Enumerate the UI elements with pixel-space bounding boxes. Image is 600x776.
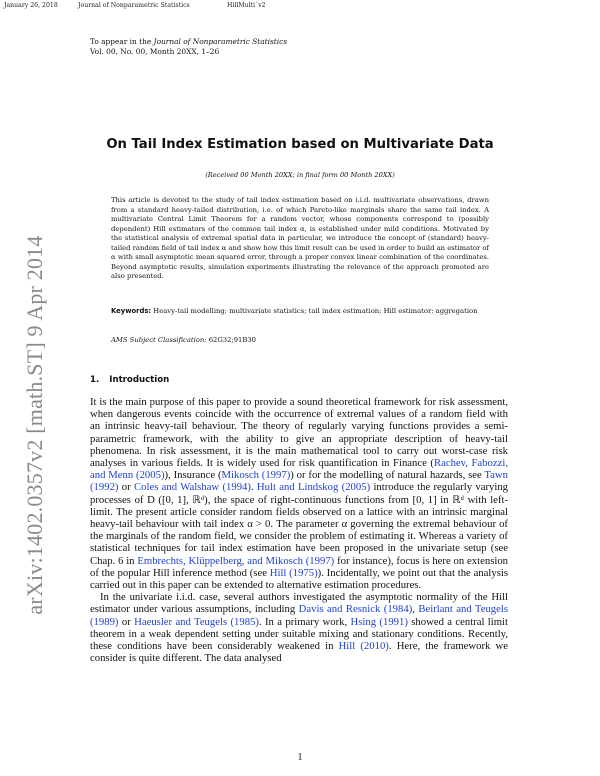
text-run: showed a central limit theorem in a weak dependent setting under suitable mixing and stationary conditions. Recently, these conditions have been considerably weakened in [90, 615, 508, 653]
paragraph [90, 396, 508, 591]
text-run: introduce the regularly varying processes of D ([0, 1], ℝᵈ), the space of right-continuous functions from [0, 1] in ℝᵈ with left-limit. The present article consider random fields observed on a lattice with an intrinsic marginal heavy-tail behaviour with tail index α > 0. The parameter α governing the extremal behaviour of the marginals of the random field, we consider the problem of estimating it. Whereas a variety of statistical techniques for tail index estimation have been proposed in the univariate setup (see Chap. 6 in [90, 481, 509, 567]
text-run: for instance), focus is here on extension of the popular Hill inference method (see [90, 554, 509, 579]
text-run: . Here, the framework we consider is quite different. The data analysed [90, 640, 508, 665]
text-run: It is the main purpose of this paper to provide a sound theoretical framework for risk assessment, when dangerous events coincide with the occurrence of extremal values of a random field with an intrinsic heavy-tail behaviour. The theory of regularly varying functions provides a semi-parametric framework, with the ability to give an appropriate description of heavy-tail phenomena. In risk assessment, it is the main mathematical tool to carry out worst-case risk analyses in various fields. It is widely used for risk quantification in Finance ( [90, 396, 508, 470]
keywords [111, 307, 489, 317]
citation-link[interactable]: Haeusler and Teugels (1985) [134, 615, 259, 628]
paper-title: On Tail Index Estimation based on Multivariate Data [106, 137, 494, 152]
text-run: ). Incidentally, we point out that the analysis carried out in this paper can be extended to alternative estimation procedures. [90, 566, 509, 592]
citation-link[interactable]: Hill (1975) [269, 566, 318, 579]
text-run: . [250, 481, 257, 494]
text-run: or [118, 481, 135, 494]
page-number: 1 [297, 752, 303, 763]
citation-link[interactable]: Tawn (1992) [90, 469, 508, 494]
section-heading [90, 375, 169, 385]
section-number: 1. [90, 375, 100, 385]
text-run: , [412, 603, 419, 616]
section-title: Introduction [109, 375, 170, 385]
citation-link[interactable]: Davis and Resnick (1984) [298, 603, 413, 616]
received-dates: (Received 00 Month 20XX; in final form 00 Month 20XX) [205, 171, 395, 179]
ams-label: AMS Subject Classification [111, 336, 205, 344]
text-run: . In a primary work, [258, 615, 351, 628]
citation-link[interactable]: Beirlant and Teugels (1989) [90, 603, 508, 628]
citation-link[interactable]: Rachev, Fabozzi, and Menn (2005) [90, 457, 508, 482]
text-run: ), Insurance ( [164, 469, 222, 482]
appear-journal: Journal of Nonparametric Statistics [153, 37, 288, 46]
publication-info [90, 37, 287, 57]
text-run: ) or for the modelling of natural hazards, see [290, 469, 485, 482]
citation-link[interactable]: Hsing (1991) [350, 615, 408, 628]
ams-classification [111, 336, 256, 344]
running-header-file: HillMulti˙v2 [227, 2, 266, 9]
paragraph [90, 591, 508, 664]
running-header-date: January 26, 2018 [4, 2, 58, 9]
volume-line: Vol. 00, No. 00, Month 20XX, 1–26 [90, 47, 220, 56]
ams-codes: : 62G32;91B30 [204, 336, 257, 344]
citation-link[interactable]: Hill (2010) [338, 640, 389, 653]
running-header-journal: Journal of Nonparametric Statistics [78, 2, 190, 9]
keywords-label: Keywords: [111, 307, 152, 315]
body-text [90, 396, 508, 664]
keywords-text: Heavy-tail modelling; multivariate statistics; tail index estimation; Hill estimator; aggregation [151, 307, 478, 315]
citation-link[interactable]: Hult and Lindskog (2005) [256, 481, 371, 494]
citation-link[interactable]: Coles and Walshaw (1994) [134, 481, 251, 494]
text-run: In the univariate i.i.d. case, several authors investigated the asymptotic normality of the Hill estimator under various assumptions, including [90, 591, 508, 616]
citation-link[interactable]: Embrechts, Klüppelberg, and Mikosch (1997) [137, 554, 335, 567]
arxiv-stamp-text: arXiv:1402.0357v2 [math.ST] 9 Apr 2014 [22, 235, 47, 615]
appear-prefix: To appear in the [90, 37, 154, 46]
abstract: This article is devoted to the study of tail index estimation based on i.i.d. multivariate observations, drawn from a standard heavy-tailed distribution, i.e. of which Pareto-like marginals share the same tail index. A multivariate Central Limit Theorem for a random vector, whose components correspond to (possibly dependent) Hill estimators of the common tail index α, is established under mild conditions. Motivated by the statistical analysis of extremal spatial data in particular, we introduce the concept of (standard) heavy-tailed random field of tail index α and show how this limit result can be used in order to build an estimator of α with small asymptotic mean squared error, through a proper convex linear combination of the coordinates. Beyond asymptotic results, simulation experiments illustrating the relevance of the approach promoted are also presented. [111, 196, 489, 280]
citation-link[interactable]: Mikosch (1997) [221, 469, 291, 482]
text-run: or [118, 615, 135, 628]
